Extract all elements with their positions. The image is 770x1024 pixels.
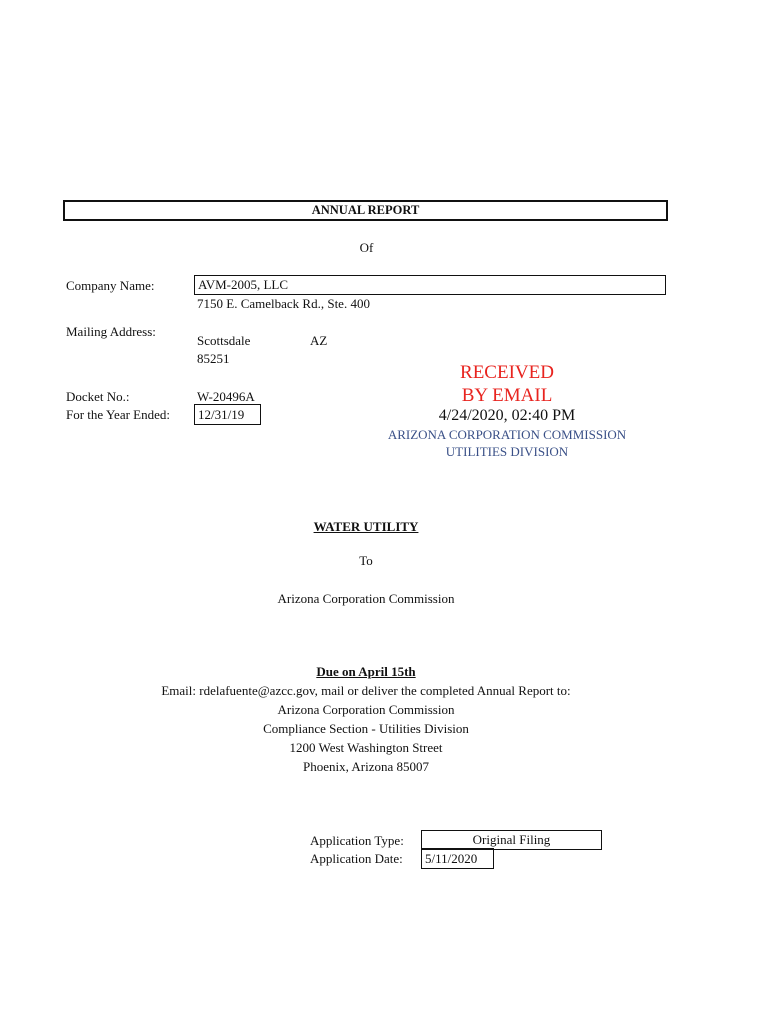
address-line: Phoenix, Arizona 85007 [302,759,429,774]
application-type: Original Filing [472,832,551,847]
application-type-field [421,830,602,850]
street-address: 7150 E. Camelback Rd., Ste. 400 [197,296,370,311]
stamp-division: UTILITIES DIVISION [445,444,569,459]
stamp-agency: ARIZONA CORPORATION COMMISSION [387,427,627,442]
utility-type: WATER UTILITY [313,519,419,534]
address-line: Arizona Corporation Commission [277,702,455,717]
address-line: 1200 West Washington Street [289,740,443,755]
docket-number: W-20496A [197,389,255,404]
company-name-label: Company Name: [66,278,155,293]
docket-label: Docket No.: [66,389,130,404]
report-title: ANNUAL REPORT [63,200,668,221]
application-date-label: Application Date: [310,851,403,866]
stamp-received: RECEIVED [460,362,554,383]
stamp-datetime: 4/24/2020, 02:40 PM [438,407,576,424]
address-line: Compliance Section - Utilities Division [263,721,469,736]
recipient: Arizona Corporation Commission [277,591,455,606]
year-ended: 12/31/19 [198,406,245,422]
stamp-by-email: BY EMAIL [461,385,553,406]
application-date-field [421,848,494,869]
company-name-field [194,275,666,295]
application-date: 5/11/2020 [425,850,478,866]
due-date: Due on April 15th [316,664,416,679]
application-type-label: Application Type: [310,833,404,848]
submission-instructions: Email: rdelafuente@azcc.gov, mail or deliver the completed Annual Report to: [161,683,571,698]
state: AZ [310,333,328,348]
mailing-address-label: Mailing Address: [66,324,156,339]
company-name: AVM-2005, LLC [198,277,289,292]
city: Scottsdale [197,333,251,348]
zip-code: 85251 [197,351,230,366]
to-label: To [359,553,373,568]
year-ended-field [194,404,261,425]
year-ended-label: For the Year Ended: [66,407,170,422]
of-label: Of [359,240,374,255]
